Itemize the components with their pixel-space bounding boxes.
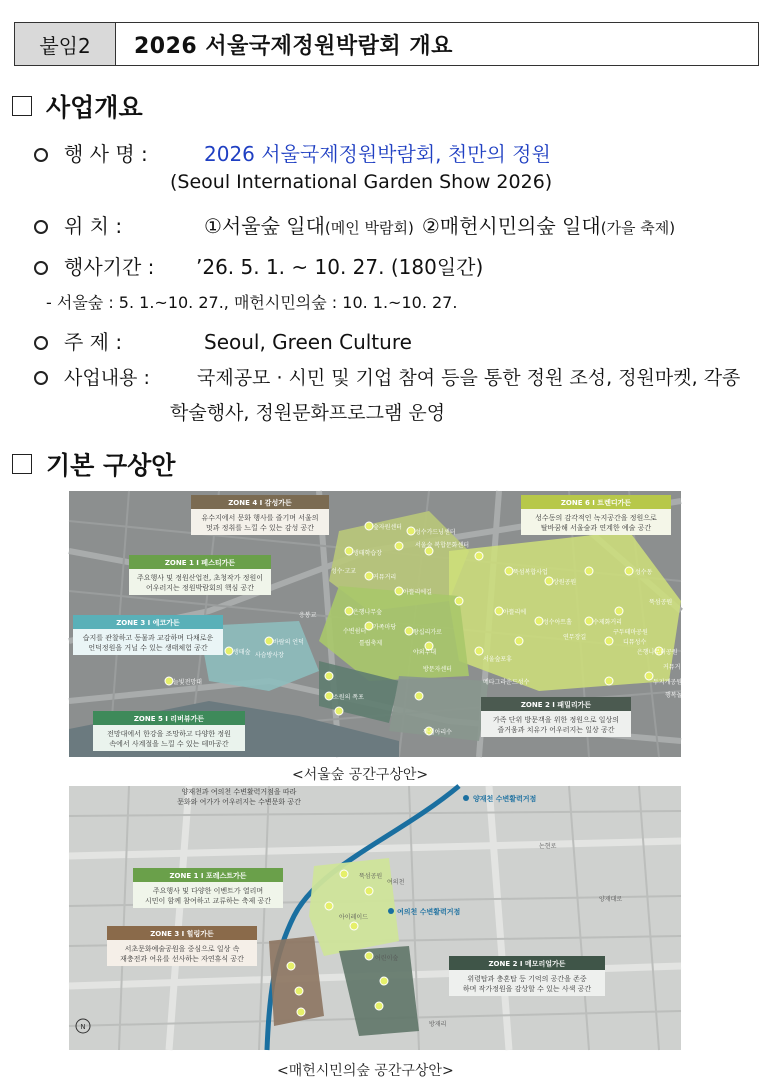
zone1-title: ZONE 1 I 페스티가든 xyxy=(164,559,236,567)
svg-text:여의천 수변활력거점: 여의천 수변활력거점 xyxy=(397,908,461,916)
svg-text:문화와 여가가 어우러지는 수변문화 공간: 문화와 여가가 어우러지는 수변문화 공간 xyxy=(177,798,301,806)
location-site1-note: (메인 박람회) xyxy=(324,219,414,237)
svg-text:서울숲 복합문화센터: 서울숲 복합문화센터 xyxy=(415,542,470,549)
svg-text:시민이 함께 참여하고 교류하는 축제 공간: 시민이 함께 참여하고 교류하는 축제 공간 xyxy=(144,897,272,905)
svg-text:어우러지는 정원박람회의 핵심 공간: 어우러지는 정원박람회의 핵심 공간 xyxy=(145,584,255,592)
svg-text:연무장길: 연무장길 xyxy=(563,634,587,641)
zone2-title: ZONE 2 I 패밀리가든 xyxy=(520,701,592,709)
svg-text:구두테마공원: 구두테마공원 xyxy=(613,629,648,636)
svg-text:성수·고교: 성수·고교 xyxy=(331,568,357,575)
svg-text:은행나무터공원: 은행나무터공원 xyxy=(637,649,678,656)
period-detail: - 서울숲 : 5. 1.~10. 27., 매헌시민의숲 : 10. 1.~10. 27. xyxy=(46,293,458,312)
svg-text:은행나무숲: 은행나무숲 xyxy=(353,609,382,616)
svg-text:하며 작가정원을 감상할 수 있는 사색 공간: 하며 작가정원을 감상할 수 있는 사색 공간 xyxy=(462,985,592,993)
svg-text:성수동: 성수동 xyxy=(635,569,653,576)
svg-text:행복놀이터: 행복놀이터 xyxy=(665,692,694,699)
maeheon-forest-map-caption: <매헌시민의숲 공간구상안> xyxy=(277,1063,454,1079)
svg-text:소원의 폭포: 소원의 폭포 xyxy=(333,694,364,701)
svg-text:늘빛전망대: 늘빛전망대 xyxy=(173,679,202,686)
svg-text:탈바꿈해 서울숲과 연계한 예술 공간: 탈바꿈해 서울숲과 연계한 예술 공간 xyxy=(540,524,652,532)
svg-text:뚝섬아리수: 뚝섬아리수 xyxy=(423,729,452,736)
svg-text:바람의 언덕: 바람의 언덕 xyxy=(273,639,304,646)
svg-text:유수지에서 문화 행사를 즐기며 서울의: 유수지에서 문화 행사를 즐기며 서울의 xyxy=(201,514,319,522)
content-line2: 학술행사, 정원문화프로그램 운영 xyxy=(170,402,446,424)
document-title: 2026 서울국제정원박람회 개요 xyxy=(134,33,453,59)
svg-text:가족 단위 방문객을 위한 정원으로 일상의: 가족 단위 방문객을 위한 정원으로 일상의 xyxy=(492,716,620,724)
circle-bullet-icon xyxy=(34,148,48,162)
period-label: 행사기간 : xyxy=(64,255,155,279)
svg-text:위령탑과 충혼탑 등 기억의 공간을 존중: 위령탑과 충혼탑 등 기억의 공간을 존중 xyxy=(467,975,587,983)
svg-text:생태학습장: 생태학습장 xyxy=(353,550,382,557)
svg-text:왕십리가로: 왕십리가로 xyxy=(413,629,442,636)
svg-text:수제화거리: 수제화거리 xyxy=(593,619,622,626)
svg-text:양재천 수변활력거점: 양재천 수변활력거점 xyxy=(473,795,537,803)
svg-text:주요행사 및 다양한 이벤트가 열리며: 주요행사 및 다양한 이벤트가 열리며 xyxy=(152,887,264,895)
theme-row xyxy=(34,326,412,355)
location-site1: ①서울숲 일대 xyxy=(204,214,325,238)
period-value: ’26. 5. 1. ~ 10. 27. (180일간) xyxy=(196,255,484,279)
svg-text:수변쉼터: 수변쉼터 xyxy=(343,628,367,635)
attachment-header xyxy=(14,22,759,66)
svg-text:방재리: 방재리 xyxy=(429,1021,447,1028)
circle-bullet-icon xyxy=(34,261,48,275)
event-name-row xyxy=(34,138,551,167)
event-name-label: 행 사 명 : xyxy=(64,142,148,166)
content-row xyxy=(34,363,740,390)
svg-text:습지를 관찰하고 동물과 교감하며 다채로운: 습지를 관찰하고 동물과 교감하며 다채로운 xyxy=(82,634,214,642)
zone6-title: ZONE 6 I 트렌디가든 xyxy=(560,499,632,507)
svg-text:가족마당: 가족마당 xyxy=(373,624,397,631)
theme-value: Seoul, Green Culture xyxy=(204,330,412,354)
svg-text:야외무대: 야외무대 xyxy=(413,649,437,656)
svg-text:방문자센터: 방문자센터 xyxy=(423,666,452,673)
zone1-title: ZONE 1 I 포레스트가든 xyxy=(169,872,247,880)
zone1-area xyxy=(309,858,399,956)
zone5-title: ZONE 5 I 리버뷰가든 xyxy=(133,715,205,723)
svg-text:메타그라운드성수: 메타그라운드성수 xyxy=(483,679,530,686)
section-title-text: 사업개요 xyxy=(46,93,143,122)
section-title-plan xyxy=(12,446,175,482)
section-title-overview xyxy=(12,88,143,124)
svg-text:응봉교: 응봉교 xyxy=(299,612,317,619)
svg-text:아이레이드: 아이레이드 xyxy=(339,914,368,921)
seoul-forest-map-caption: <서울숲 공간구상안> xyxy=(292,767,429,783)
attachment-tag: 붙임2 xyxy=(15,23,116,65)
svg-text:상원공원: 상원공원 xyxy=(553,579,577,586)
svg-text:디뮤성수: 디뮤성수 xyxy=(623,639,647,646)
svg-text:속에서 사계절을 느낄 수 있는 테마공간: 속에서 사계절을 느낄 수 있는 테마공간 xyxy=(109,740,229,748)
section-title-text: 기본 구상안 xyxy=(46,451,176,480)
seoul-forest-map xyxy=(69,491,694,757)
svg-text:숲자원센터: 숲자원센터 xyxy=(373,524,402,531)
circle-bullet-icon xyxy=(34,336,48,350)
zone3-title: ZONE 3 I 힐링가든 xyxy=(150,930,214,938)
event-name-english: (Seoul International Garden Show 2026) xyxy=(170,171,553,193)
period-row xyxy=(34,251,483,280)
zone4-title: ZONE 4 I 감성가든 xyxy=(228,499,292,507)
svg-text:양재천과 여의천 수변활력거점을 따라: 양재천과 여의천 수변활력거점을 따라 xyxy=(181,788,297,796)
circle-bullet-icon xyxy=(34,371,48,385)
svg-text:재충전과 여유를 선사하는 자연휴식 공간: 재충전과 여유를 선사하는 자연휴식 공간 xyxy=(120,955,244,963)
svg-text:어린이숲: 어린이숲 xyxy=(375,955,399,962)
svg-text:여의천: 여의천 xyxy=(387,879,405,886)
svg-text:아뜰리에길: 아뜰리에길 xyxy=(403,589,432,596)
svg-text:생태숲: 생태숲 xyxy=(233,649,251,656)
circle-bullet-icon xyxy=(34,220,48,234)
svg-text:서초문화예술공원을 중심으로 일상 속: 서초문화예술공원을 중심으로 일상 속 xyxy=(124,945,240,953)
svg-text:멋과 정취를 느낄 수 있는 감성 공간: 멋과 정취를 느낄 수 있는 감성 공간 xyxy=(205,524,315,532)
svg-text:아뜰리에: 아뜰리에 xyxy=(503,609,527,616)
maeheon-forest-map xyxy=(69,786,681,1050)
svg-text:N: N xyxy=(80,1023,86,1031)
svg-text:뚝섬공원: 뚝섬공원 xyxy=(359,873,383,880)
svg-text:성수아트홀: 성수아트홀 xyxy=(543,619,572,626)
svg-text:성수동의 감각적인 녹지공간을 정원으로: 성수동의 감각적인 녹지공간을 정원으로 xyxy=(535,514,657,522)
svg-text:사슴방사장: 사슴방사장 xyxy=(255,652,284,659)
svg-text:커뮤거리: 커뮤거리 xyxy=(663,664,687,671)
location-site2-note: (가을 축제) xyxy=(600,219,676,237)
location-site2: ②매헌시민의숲 일대 xyxy=(421,214,601,238)
theme-label: 주 제 : xyxy=(64,330,123,354)
zone2-title: ZONE 2 I 메모리얼가든 xyxy=(488,960,566,968)
checkbox-square-icon xyxy=(12,454,32,474)
svg-text:즐거움과 치유가 어우러지는 일상 공간: 즐거움과 치유가 어우러지는 일상 공간 xyxy=(497,726,615,734)
svg-text:뚝섬복합사업: 뚝섬복합사업 xyxy=(513,569,548,576)
svg-text:뚝섬공원: 뚝섬공원 xyxy=(649,599,673,606)
svg-text:서울숲포휴: 서울숲포휴 xyxy=(483,656,512,663)
location-row xyxy=(34,210,675,239)
location-label: 위 치 : xyxy=(64,214,123,238)
svg-text:논현로: 논현로 xyxy=(539,843,557,850)
svg-text:틀립축제: 틀립축제 xyxy=(359,640,383,647)
content-label: 사업내용 : xyxy=(64,367,150,389)
svg-text:양재대로: 양재대로 xyxy=(599,896,623,903)
svg-text:전망대에서 한강을 조망하고 다양한 정원: 전망대에서 한강을 조망하고 다양한 정원 xyxy=(107,730,231,738)
zone6-area xyxy=(449,531,681,691)
svg-text:언덕정원을 거닐 수 있는 생태체험 공간: 언덕정원을 거닐 수 있는 생태체험 공간 xyxy=(88,644,208,652)
svg-text:커뮤거리: 커뮤거리 xyxy=(373,574,397,581)
checkbox-square-icon xyxy=(12,96,32,116)
zone3-title: ZONE 3 I 에코가든 xyxy=(116,619,180,627)
content-line1: 국제공모 · 시민 및 기업 참여 등을 통한 정원 조성, 정원마켓, 각종 xyxy=(197,367,741,389)
svg-text:주요행사 및 정원산업전, 초청작가 정원이: 주요행사 및 정원산업전, 초청작가 정원이 xyxy=(136,574,264,582)
svg-text:성수가드닝센터: 성수가드닝센터 xyxy=(415,529,456,536)
svg-text:두지개공원: 두지개공원 xyxy=(653,679,682,686)
event-name-value: 2026 서울국제정원박람회, 천만의 정원 xyxy=(204,142,551,166)
